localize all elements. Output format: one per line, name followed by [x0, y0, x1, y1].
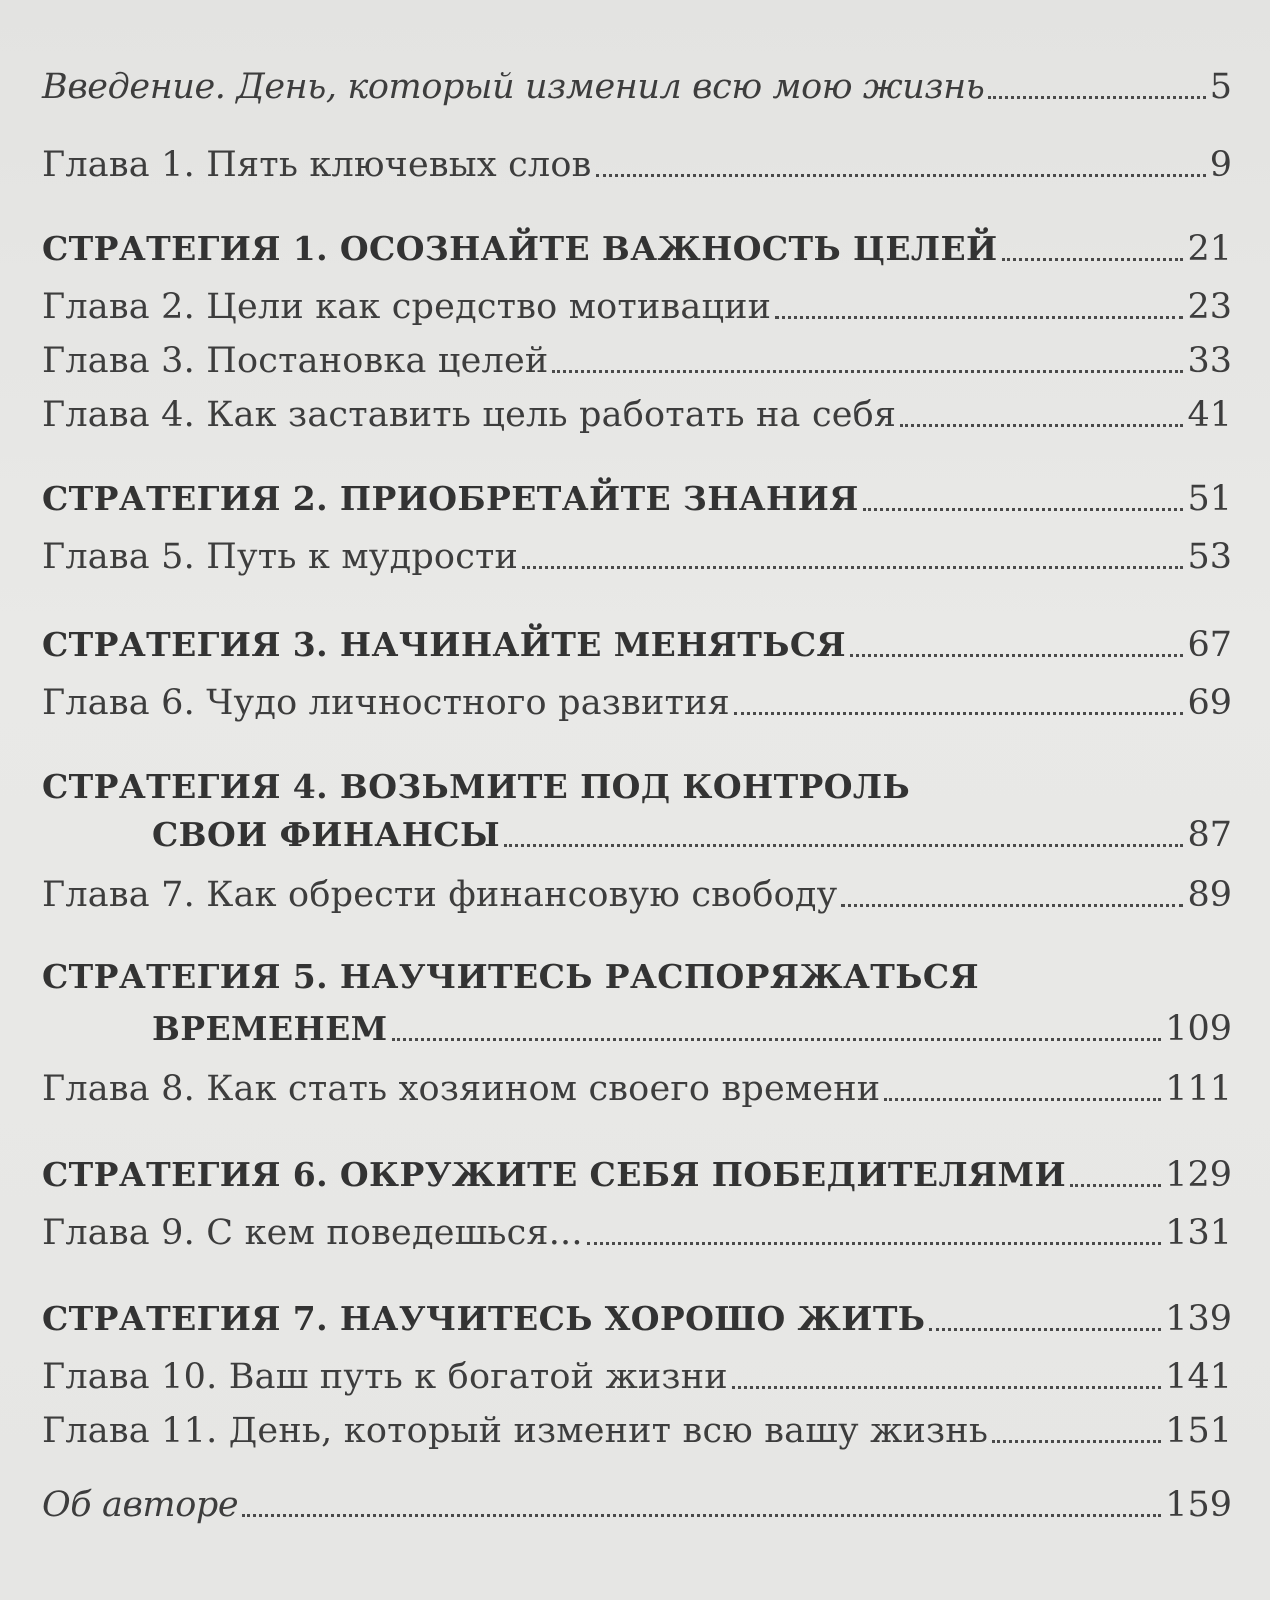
toc-entry-strategy-7[interactable] — [42, 1294, 1232, 1340]
toc-page-number: 111 — [1165, 1069, 1232, 1109]
toc-entry-title: Глава 8. Как стать хозяином своего времени — [42, 1069, 881, 1109]
toc-entry-title-line2: СВОИ ФИНАНСЫ — [152, 815, 501, 854]
toc-entry-title: СТРАТЕГИЯ 1. ОСОЗНАЙТЕ ВАЖНОСТЬ ЦЕЛЕЙ — [42, 229, 998, 268]
toc-entry-strategy-4-line1[interactable]: СТРАТЕГИЯ 4. ВОЗЬМИТЕ ПОД КОНТРОЛЬ — [42, 767, 911, 806]
table-of-contents — [42, 0, 1232, 1600]
toc-page-number: 21 — [1187, 229, 1232, 269]
toc-entry-title: Глава 3. Постановка целей — [42, 341, 549, 381]
dot-leader — [988, 96, 1205, 99]
toc-page-number: 89 — [1187, 875, 1232, 915]
toc-page-number: 141 — [1165, 1357, 1232, 1397]
dot-leader — [863, 508, 1184, 511]
dot-leader — [929, 1328, 1161, 1331]
toc-entry-chapter-3[interactable] — [42, 336, 1232, 382]
toc-page-number: 87 — [1187, 815, 1232, 855]
toc-entry-chapter-11[interactable] — [42, 1406, 1232, 1452]
dot-leader — [504, 844, 1183, 847]
toc-page-number: 129 — [1165, 1155, 1232, 1195]
toc-entry-title: СТРАТЕГИЯ 7. НАУЧИТЕСЬ ХОРОШО ЖИТЬ — [42, 1299, 926, 1338]
toc-page-number: 109 — [1165, 1009, 1232, 1049]
toc-entry-strategy-6[interactable] — [42, 1150, 1232, 1196]
toc-entry-chapter-5[interactable] — [42, 532, 1232, 578]
toc-entry-strategy-1[interactable] — [42, 224, 1232, 270]
toc-page-number: 53 — [1187, 537, 1232, 577]
toc-entry-title: СТРАТЕГИЯ 6. ОКРУЖИТЕ СЕБЯ ПОБЕДИТЕЛЯМИ — [42, 1155, 1067, 1194]
dot-leader — [1002, 258, 1184, 261]
toc-entry-about-author[interactable] — [42, 1480, 1232, 1526]
toc-page-number: 5 — [1209, 67, 1232, 107]
toc-page-number: 51 — [1187, 479, 1232, 519]
toc-entry-chapter-1[interactable] — [42, 140, 1232, 186]
toc-entry-title-line2: ВРЕМЕНЕМ — [152, 1009, 388, 1048]
toc-entry-title: Глава 11. День, который изменит всю вашу жизнь — [42, 1411, 989, 1451]
toc-entry-title: Глава 9. С кем поведешься... — [42, 1213, 583, 1253]
toc-entry-chapter-7[interactable] — [42, 870, 1232, 916]
dot-leader — [884, 1098, 1161, 1101]
dot-leader — [900, 424, 1183, 427]
toc-entry-title: СТРАТЕГИЯ 3. НАЧИНАЙТЕ МЕНЯТЬСЯ — [42, 625, 847, 664]
toc-page-number: 67 — [1187, 625, 1232, 665]
toc-page-number: 41 — [1187, 395, 1232, 435]
toc-page-number: 159 — [1165, 1485, 1232, 1525]
toc-entry-title: Глава 6. Чудо личностного развития — [42, 683, 730, 723]
toc-entry-title: Глава 10. Ваш путь к богатой жизни — [42, 1357, 728, 1397]
dot-leader — [392, 1038, 1162, 1041]
dot-leader — [596, 174, 1206, 177]
toc-entry-strategy-4[interactable] — [42, 810, 1232, 856]
toc-entry-strategy-3[interactable] — [42, 620, 1232, 666]
toc-entry-chapter-10[interactable] — [42, 1352, 1232, 1398]
dot-leader — [992, 1440, 1161, 1443]
toc-entry-introduction[interactable] — [42, 62, 1232, 108]
toc-entry-strategy-2[interactable] — [42, 474, 1232, 520]
toc-page-number: 33 — [1187, 341, 1232, 381]
toc-entry-title: Введение. День, который изменил всю мою жизнь — [42, 67, 985, 107]
toc-entry-title: Глава 2. Цели как средство мотивации — [42, 287, 772, 327]
toc-entry-chapter-4[interactable] — [42, 390, 1232, 436]
toc-entry-chapter-8[interactable] — [42, 1064, 1232, 1110]
toc-page-number: 131 — [1165, 1213, 1232, 1253]
toc-entry-title: СТРАТЕГИЯ 2. ПРИОБРЕТАЙТЕ ЗНАНИЯ — [42, 479, 859, 518]
dot-leader — [734, 712, 1184, 715]
toc-entry-chapter-6[interactable] — [42, 678, 1232, 724]
toc-page-number: 69 — [1187, 683, 1232, 723]
toc-page-number: 139 — [1165, 1299, 1232, 1339]
dot-leader — [732, 1386, 1161, 1389]
toc-page-number: 23 — [1187, 287, 1232, 327]
toc-entry-title: Глава 7. Как обрести финансовую свободу — [42, 875, 838, 915]
dot-leader — [841, 904, 1183, 907]
toc-entry-strategy-5-line1[interactable]: СТРАТЕГИЯ 5. НАУЧИТЕСЬ РАСПОРЯЖАТЬСЯ — [42, 957, 980, 996]
toc-entry-strategy-5[interactable] — [42, 1004, 1232, 1050]
toc-entry-chapter-2[interactable] — [42, 282, 1232, 328]
toc-entry-chapter-9[interactable] — [42, 1208, 1232, 1254]
toc-page-number: 151 — [1165, 1411, 1232, 1451]
toc-entry-title: Глава 1. Пять ключевых слов — [42, 145, 592, 185]
dot-leader — [775, 316, 1183, 319]
dot-leader — [587, 1242, 1162, 1245]
dot-leader — [242, 1514, 1161, 1517]
toc-entry-title: Глава 5. Путь к мудрости — [42, 537, 519, 577]
dot-leader — [552, 370, 1183, 373]
dot-leader — [522, 566, 1183, 569]
toc-entry-title: Глава 4. Как заставить цель работать на себя — [42, 395, 897, 435]
toc-entry-title: Об авторе — [42, 1485, 239, 1525]
dot-leader — [1070, 1184, 1161, 1187]
dot-leader — [850, 654, 1183, 657]
toc-page-number: 9 — [1209, 145, 1232, 185]
